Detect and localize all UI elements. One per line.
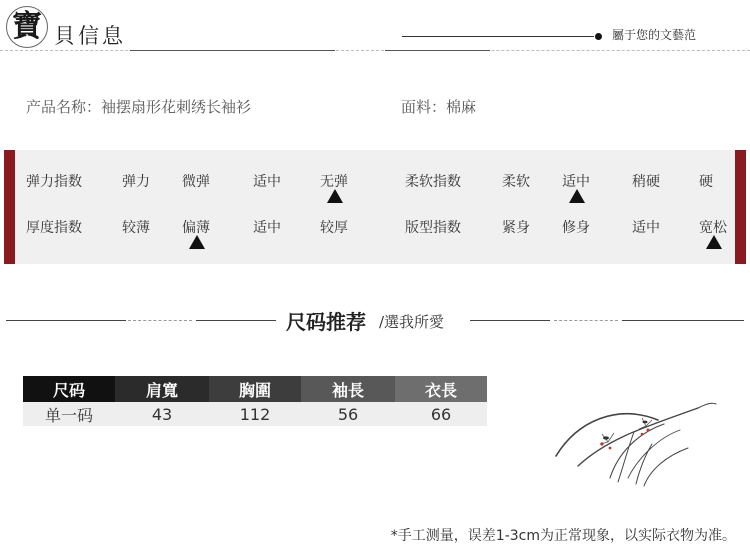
thickness-label: 厚度指数 [26, 220, 82, 236]
fabric-label: 面料： [401, 98, 447, 116]
seal-badge [6, 6, 48, 48]
section-rule-right [622, 320, 744, 321]
tagline-rule [402, 36, 594, 37]
product-fabric [401, 96, 476, 117]
fit-option-selected: 宽松 [699, 220, 727, 236]
elasticity-label: 弹力指数 [26, 174, 82, 190]
section-rule-left [6, 320, 126, 321]
size-table [23, 376, 487, 426]
size-table-cell: 单一码 [23, 402, 115, 426]
size-section-title: 尺码推荐 [286, 310, 366, 334]
section-rule-right [470, 320, 550, 321]
seal-char: 寶 [12, 9, 42, 44]
index-panel [4, 150, 746, 264]
size-table-header: 袖長 [301, 376, 395, 402]
thickness-option: 适中 [253, 220, 281, 236]
fit-label: 版型指数 [405, 220, 461, 236]
thickness-option: 较薄 [122, 220, 150, 236]
orchid-decoration [548, 398, 718, 498]
elasticity-option: 适中 [253, 174, 281, 190]
size-table-cell: 43 [115, 402, 209, 426]
section-rule-right-dash [554, 320, 618, 321]
header-title: 貝信息 [54, 24, 126, 48]
table-row [23, 402, 487, 426]
softness-option: 稍硬 [632, 174, 660, 190]
header-tagline: 屬于您的文藝范 [612, 28, 697, 42]
measurement-note: *手工测量，误差1-3cm为正常现象，以实际衣物为准。 [390, 528, 736, 544]
product-name [26, 96, 251, 117]
size-table-header-row [23, 376, 487, 402]
size-table-cell: 66 [395, 402, 487, 426]
softness-label: 柔软指数 [405, 174, 461, 190]
selected-marker-icon [569, 189, 585, 203]
thickness-option-selected: 偏薄 [182, 220, 210, 236]
size-table-header: 衣長 [395, 376, 487, 402]
product-name-label: 产品名称： [26, 98, 102, 116]
product-name-value: 袖摆扇形花刺绣长袖衫 [101, 98, 252, 116]
header-divider [0, 50, 750, 51]
size-table-header: 肩寬 [115, 376, 209, 402]
fit-option: 修身 [562, 220, 590, 236]
thickness-option: 较厚 [320, 220, 348, 236]
fabric-value: 棉麻 [446, 98, 477, 116]
fit-option: 紧身 [502, 220, 530, 236]
section-rule-left [196, 320, 276, 321]
size-table-header: 胸圍 [209, 376, 301, 402]
header-divider-solid [130, 50, 335, 51]
elasticity-option: 弹力 [122, 174, 150, 190]
softness-option: 柔软 [502, 174, 530, 190]
softness-option-selected: 适中 [562, 174, 590, 190]
panel-accent-right [735, 150, 746, 264]
size-table-cell: 56 [301, 402, 395, 426]
size-table-header: 尺码 [23, 376, 115, 402]
selected-marker-icon [706, 235, 722, 249]
size-table-cell: 112 [209, 402, 301, 426]
elasticity-option: 微弹 [182, 174, 210, 190]
selected-marker-icon [327, 189, 343, 203]
size-section-subtitle: /選我所愛 [379, 313, 445, 331]
softness-option: 硬 [699, 174, 713, 190]
panel-accent-left [4, 150, 15, 264]
fit-option: 适中 [632, 220, 660, 236]
header [0, 0, 750, 60]
selected-marker-icon [189, 235, 205, 249]
section-rule-left-dash [128, 320, 192, 321]
elasticity-option-selected: 无弹 [320, 174, 348, 190]
header-divider-solid [385, 50, 490, 51]
tagline-dot-icon [595, 33, 602, 40]
